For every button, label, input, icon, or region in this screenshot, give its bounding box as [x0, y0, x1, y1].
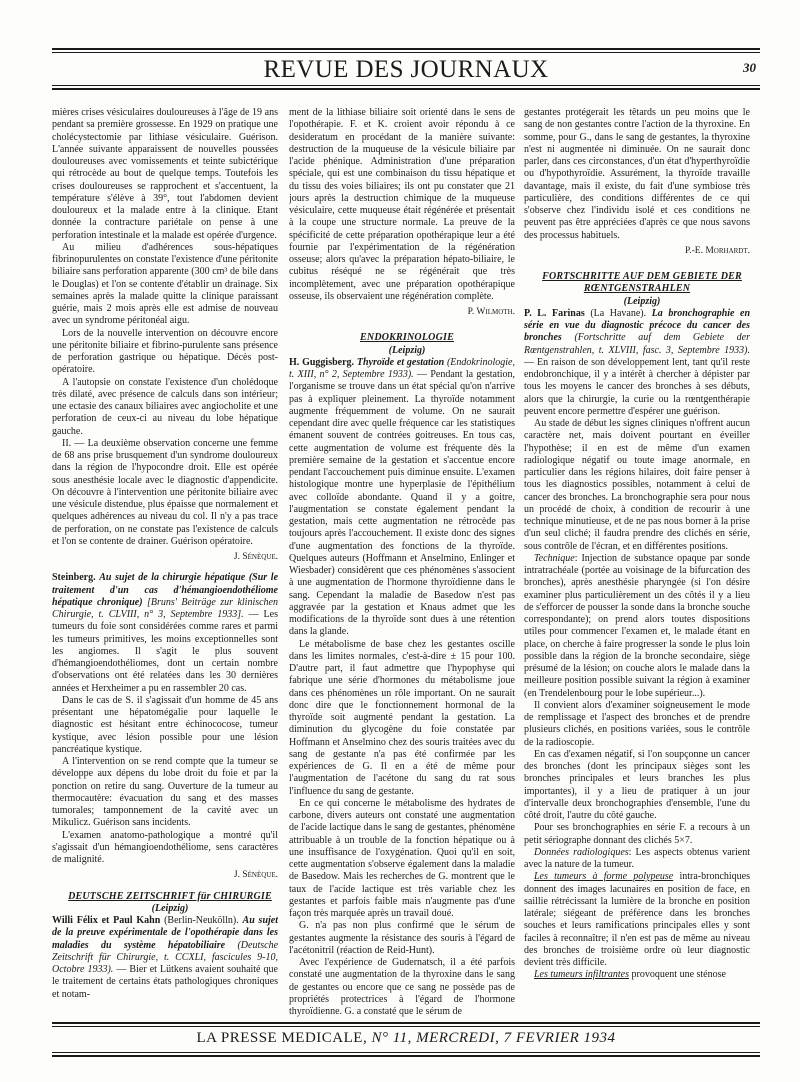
footer-issue: N° 11,: [371, 1030, 412, 1046]
page-footer: [52, 1030, 760, 1047]
paragraph: Les tumeurs infiltrantes provoquent une sténose: [534, 969, 726, 981]
author-signature: J. Sénèque.: [233, 870, 278, 881]
article-journal: (Deutsche Zeitschrift für Chirurgie, t. CCXLI, fascicules 9-10, Octobre 1933).: [52, 939, 278, 975]
article-journal: (Fortschritte auf dem Gebiete der Rœntgenstrahlen, t. XLVIII, fasc. 3, Septembre 1933).: [524, 332, 750, 356]
column-middle: [289, 107, 515, 1019]
top-rule-thick: [52, 48, 760, 50]
bottom-rule-thin: [52, 1052, 760, 1053]
running-title: REVUE DES JOURNAUX: [263, 56, 549, 83]
bottom-rule-thick: [52, 1055, 760, 1057]
section-subheading: (Leipzig): [388, 344, 426, 356]
paragraph: Pour ses bronchographies en série F. a recours à un petit sériographe donnant des clichés 5×7.: [524, 822, 750, 846]
article-intro: — En raison de son développement lent, tant qu'il reste endobronchique, il y a intérêt à chercher à dépister par tous les moyens le cancer des bronches à ses débuts, alors que la chirurgie, la curie ou la rœntgenthérapie peuvent encore permettre d'espérer une guérison.: [524, 356, 750, 417]
paragraph: Avec l'expérience de Gudernatsch, il a été parfois constaté une augmentation de la thyroxine dans le sang de gestantes ou encore que ce sang ne possède pas de propriétés protectrices à l'égard de l'hormone thyroïdienne. G. a constaté que le sérum de: [289, 957, 515, 1017]
section-subheading: (Leipzig): [151, 902, 189, 914]
header-rule-thin: [52, 85, 760, 86]
paragraph: A l'autopsie on constate l'existence d'un cholédoque très dilaté, avec présence de calculs dans son intérieur; une ectasie des canaux biliaires avec angiocholite et une perforation de ceux-ci au niveau du lobe hépatique gauche.: [52, 376, 278, 437]
article-intro: — Pendant la gestation, l'organisme se trouve dans un état spécial qu'on n'arrive pas à expliquer pleinement. La thyroïde notamment augmente fréquemment de volume. On ne saurait cependant dire avec quelle fréquence car les statistiques émanent souvent de contrées goitreuses. En tous cas, cette augmentation de volume est fréquente dès la première semaine de la gestation et s'accentue encore pendant l'accouchement puis diminue ensuite. L'examen histologique montre une hyperplasie de l'épithélium avec colloïde abondante. Quand il y a goitre, l'augmentation se constate également pendant la gestation, mais cette augmentation ne rétrocède pas toujours après l'accouchement. Il existe donc des signes d'une augmentation des fonctions de la thyroïde. Quelques auteurs (Hoffmann et Anselmino, Enlinger et Wiesbader) considèrent que ces phénomènes s'associent à une augmentation de l'hormone thyroïdienne dans le sang. Cependant la maladie de Basedow n'est pas aggravée par la gestation et Knaus admet que les modifications de la thyroïde sont dues à une rétention dans la glande.: [289, 369, 515, 638]
paragraph: Dans le cas de S. il s'agissait d'un homme de 45 ans présentant une hépatomégalie pour laquelle le diagnostic est hésitant entre échinococose, tumeur kystique, avec lésion possible pour une lésion pancréatique kystique.: [52, 694, 278, 755]
page-header: [52, 56, 760, 83]
article-author: H. Guggisberg.: [289, 356, 355, 368]
article-title: Au sujet de la chirurgie hépatique (Sur le traitement d'un cas d'hémangioendothéliome hépatique chronique): [52, 572, 278, 608]
article-journal: (Endokrinologie, t. XIII, n° 2, Septembre 1933).: [289, 356, 515, 380]
footer-rule-thick: [52, 1022, 760, 1024]
run-in-label: Technique: [534, 552, 575, 564]
article-intro: — Bier et Lütkens avaient souhaité que le traitement de certains états pathologiques chroniques et notam-: [52, 964, 278, 1000]
article-journal: [Bruns' Beiträge zur klinischen Chirurgie, t. CLVIII, n° 3, Septembre 1933].: [52, 596, 278, 620]
paragraph: Lors de la nouvelle intervention on découvre encore une péritonite biliaire et fibrino-purulente sans présence de perforation gastrique ou hépatique. Décès post-opératoire.: [52, 327, 278, 376]
article-title: Au sujet de la preuve expérimentale de l'opothérapie dans les maladies du système hépatobiliaire: [52, 915, 278, 951]
paragraph: Le métabolisme de base chez les gestantes oscille dans les limites normales, c'est-à-dire ± 15 pour 100. D'autre part, il faut admettre que l'hypophyse qui fabrique une série d'hormones du métabolisme joue dans ces phénomènes un rôle important. On ne saurait donc dire que le fonctionnement hormonal de la thyroïde soit augmenté pendant la gestation. La diminution du glycogène du foie constatée par Hoffmann et Anselmino chez des souris traitées avec du sang de gestante n'a pas été confirmée par les expériences de G. Il en a été de même pour l'augmentation de l'acétone du sang du rat sous l'influence du sang de gestante.: [289, 638, 515, 797]
article-title: Thyroïde et gestation: [356, 356, 445, 368]
section-heading: DEUTSCHE ZEITSCHRIFT für CHIRURGIE: [68, 890, 272, 902]
article-intro: — Les tumeurs du foie sont considérées comme rares et parmi les tumeurs primitives, les moins exceptionnelles sont les angiomes. Il s'agit le plus souvent d'hémangioendothéliomes, dont un certain nombre d'observations ont été relatées dans les 30 dernières années et Herxheimer a pu en rassembler 20 cas.: [52, 609, 278, 694]
article-author: Steinberg.: [52, 572, 96, 584]
section-heading: FORTSCHRITTE AUF DEM GEBIETE DER RŒNTGENSTRAHLEN: [542, 271, 742, 295]
article-reference: [52, 572, 278, 695]
footer-rule-thin: [52, 1026, 760, 1027]
paragraph: Données radiologiques: Les aspects obtenus varient avec la nature de la tumeur.: [524, 846, 750, 870]
header-rule-thick: [52, 88, 760, 90]
paragraph: II. — La deuxième observation concerne une femme de 68 ans prise brusquement d'un syndrome douloureux dans la région de l'hypocondre droit. Elle est opérée sous anesthésie locale avec le diagnostic d'appendicite. On découvre à l'intervention une péritonite biliaire avec une vésicule distendue, plus épaisse que normalement et quelques adhérences au niveau du col. Il n'y a pas trace de perforation, on ne constate pas l'existence de calculs et l'on se contente de drainer. Guérison opératoire.: [52, 437, 278, 547]
paragraph: L'examen anatomo-pathologique a montré qu'il s'agissait d'un hémangioendothéliome, sens caractères de malignité.: [52, 829, 278, 865]
article-author: Willi Félix et Paul Kahn: [52, 915, 161, 926]
run-in-label: Données radiologiques: [534, 846, 629, 858]
paragraph: Les tumeurs à forme polypeuse intra-bronchiques donnent des images lacunaires en position de face, en saillie rétrécissant la lumière de la bronche en position latérale; siégeant de préférence dans les bronches souches et leurs ramifications principales elles y sont faciles à reconnaître; il n'en est pas de même au niveau des bronches de troisième ordre où leur diagnostic devient très difficile.: [524, 871, 750, 968]
column-right: [524, 107, 750, 1019]
column-left: [52, 107, 278, 1019]
paragraph: A l'intervention on se rend compte que la tumeur se développe aux dépens du lobe droit du foie et par la ponction on retire du sang. Ouverture de la tumeur au thermocautère: évacuation du sang et des masses tumorales; tamponnement de la cavité avec un Mikulicz. Guérison sans incidents.: [52, 756, 278, 829]
article-location: (La Havane).: [590, 307, 647, 319]
article-location: (Berlin-Neukölln).: [164, 915, 239, 926]
article-title: La bronchographie en série en vue du diagnostic précoce du cancer des bronches: [524, 307, 750, 344]
paragraph: En ce qui concerne le métabolisme des hydrates de carbone, divers auteurs ont constaté une augmentation de l'acide lactique dans le sang de gestantes, phénomène attribuable à un trouble de la fonction hépatique ou à une insuffisance de l'oxygénation. Quoi qu'il en soit, cette augmentation s'observe également dans la maladie de Basedow. Mais les recherches de G. montrent que le taux de l'acide lactique est très variable chez les gestantes et parfois faible mais n'augmente pas d'une façon très marquée après un travail doué.: [289, 797, 515, 919]
footer-journal: LA PRESSE MEDICALE,: [196, 1030, 368, 1046]
author-signature: P.-E. Morhardt.: [685, 245, 750, 256]
section-subheading: (Leipzig): [623, 295, 661, 307]
paragraph: gestantes protégerait les têtards un peu moins que le sang de non gestantes contre l'action de la thyroxine. En somme, pour G., dans le sang de gestantes, la thyroxine n'est ni augmentée ni diminuée. On ne saurait donc parler, dans ces circonstances, d'un état d'hyperthyroïdie ou d'hypothyroïdie. Assurément, la thyroïde travaille davantage, mais il existe, du fait d'une symbiose très particulière, des conditions différentes de ce qui s'observe chez l'individu isolé et ces conditions ne peuvent pas être appréciées d'après ce que nous savons des processus habituels.: [524, 107, 750, 241]
section-heading: ENDOKRINOLOGIE: [360, 332, 454, 344]
article-author: P. L. Farinas: [524, 307, 585, 319]
article-reference: [289, 357, 515, 639]
run-in-label: Les tumeurs à forme polypeuse: [534, 871, 674, 883]
paragraph: Au stade de début les signes cliniques n'offrent aucun caractère net, mais doivent pourtant en éveiller l'hypothèse; il en est de même d'un examen radiologique négatif ou toute image anormale, en particulier dans les régions hilaires, doit faire penser à tous les diagnostics possibles, notamment à celui de cancer des bronches. La bronchographie sera pour nous un procédé de choix, à condition de recourir à une technique minutieuse, et de ne pas nous borner à la prise d'un seul cliché; il faudra prendre des clichés en série, sous contrôle de l'écran, et en différentes positions.: [524, 418, 750, 552]
paragraph: ment de la lithiase biliaire soit orienté dans le sens de l'opothérapie. F. et K. croient avoir répondu à ce desideratum en procédant de la manière suivante: destruction de la muqueuse de la vésicule biliaire par l'acide phénique. Administration d'une préparation spéciale, qui est une combinaison du tissu hépatique et du tissu des voies biliaires; ils ont pu constater que 21 jours après la destruction chimique de la muqueuse vésiculaire, cette muqueuse était régénérée et présentait à la coupe une structure normale. La preuve de la spécificité de cette préparation opothérapique leur a été fournie par l'expérimentation de la régénération osseuse; alors qu'avec la préparation hépato-biliaire, le cubitus réséqué ne se régénérait que très incomplètement, avec une préparation opothérapique osseuse, ils observaient une régénération complète.: [289, 107, 515, 302]
article-reference: [52, 915, 278, 1001]
paragraph: Au milieu d'adhérences sous-hépatiques fibrinopurulentes on constate l'existence d'une péritonite biliaire sans perforation apparente (300 cm³ de bile dans le Douglas) et l'on se contente d'établir un drainage. Six semaines après la malade quitte la clinique paraissant guérie, mais 2 mois après elle est admise de nouveau avec un syndrome péritonéal aigu.: [52, 241, 278, 327]
run-in-label: Les tumeurs infiltrantes: [534, 969, 630, 981]
article-reference: [524, 308, 750, 418]
paragraph: G. n'a pas non plus confirmé que le sérum de gestantes augmente la résistance des souris à l'égard de l'acétonitril (réaction de Reid-Hunt).: [289, 920, 515, 956]
footer-date: MERCREDI, 7 FEVRIER 1934: [416, 1030, 616, 1046]
paragraph: mières crises vésiculaires douloureuses à l'âge de 19 ans pendant sa première grossesse. En 1929 on pratique une cholécystectomie par lithiase vésiculaire. Guérison. L'année suivante apparaissent de nouvelles poussées douloureuses avec vomissements et teinte subictérique qui rétrocède au bout de quelque temps. Toutefois les crises douloureuses se rapprochent et s'accentuent, la température s'élève à 39°, tout l'abdomen devient douloureux et la malade entre à la clinique. Etant donnée la contracture pariétale on pense à une perforation intestinale et la malade est opérée d'urgence.: [52, 107, 278, 241]
paragraph: En cas d'examen négatif, si l'on soupçonne un cancer des bronches (dont les principaux sièges sont les bronches principales et leurs branches les plus importantes), il y a lieu de pratiquer à un jour d'intervalle deux bronchographies d'ensemble, l'une du côté droit, l'autre du côté gauche.: [524, 748, 750, 821]
top-rule-thin: [52, 52, 760, 53]
paragraph: Technique: Injection de substance opaque par sonde intratrachéale (portée au voisinage de la bifurcation des bronches), après anesthésie pharyngée (si l'on désire examiner plus particulièrement un des côtés il y a lieu de s'efforcer de pousser la sonde dans la bronche souche correspondante); on prend alors toutes dispositions utiles pour commencer l'examen et, le malade étant en place, on cherche à faire progresser la sonde le plus loin possible dans la région de la bronche secondaire, siège présumé de la lésion; on couche alors le malade dans la meilleure position possible suivant la région à examiner (en Trendelenbourg pour le lobe supérieur...).: [524, 552, 750, 699]
page-number: 30: [743, 60, 756, 75]
paragraph: Il convient alors d'examiner soigneusement le mode de remplissage et l'aspect des bronches et de prendre plusieurs clichés, en positions variées, sous le contrôle de la radioscopie.: [524, 699, 750, 748]
author-signature: J. Sénèque.: [233, 552, 278, 562]
author-signature: P. Wilmoth.: [467, 307, 515, 317]
